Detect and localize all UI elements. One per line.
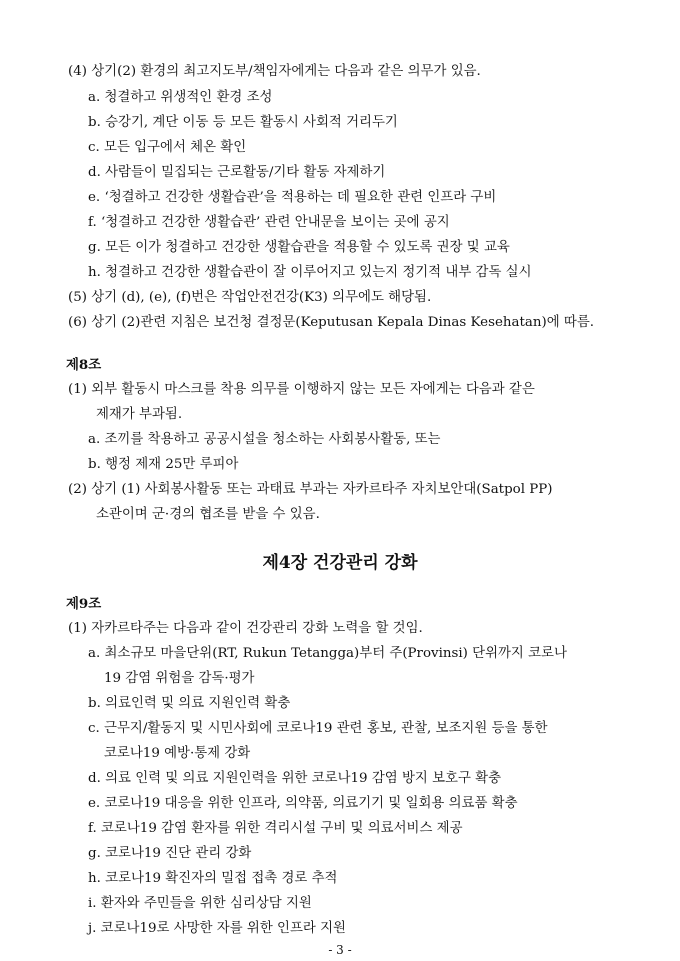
item-5: (5) 상기 (d), (e), (f)번은 작업안전건강(K3) 의무에도 해당됨. (68, 290, 432, 305)
article-8-title: 제8조 (66, 357, 102, 373)
article-9-item-1-c-line-2: 코로나19 예방·통제 강화 (104, 746, 251, 761)
item-4-g: g. 모든 이가 청결하고 건강한 생활습관을 적용할 수 있도록 권장 및 교육 (88, 240, 510, 255)
article-8-item-1-line-2: 제재가 부과됨. (96, 407, 183, 422)
item-4-b: b. 승강기, 계단 이동 등 모든 활동시 사회적 거리두기 (88, 115, 398, 130)
page-number: - 3 - (328, 943, 352, 957)
article-9-item-1-c-line-1: c. 근무지/활동지 및 시민사회에 코로나19 관련 홍보, 관찰, 보조지원 등을 통한 (88, 721, 548, 736)
chapter-4-title: 제4장 건강관리 강화 (262, 553, 418, 573)
item-4-c: c. 모든 입구에서 체온 확인 (88, 140, 247, 155)
item-4-h: h. 청결하고 건강한 생활습관이 잘 이루어지고 있는지 정기적 내부 감독 실시 (88, 265, 532, 280)
article-9-item-1-a-line-2: 19 감염 위험을 감독·평가 (104, 671, 255, 686)
item-4-e: e. ‘청결하고 건강한 생활습관’을 적용하는 데 필요한 관련 인프라 구비 (88, 190, 497, 205)
article-9-item-1-f: f. 코로나19 감염 환자를 위한 격리시설 구비 및 의료서비스 제공 (88, 821, 463, 836)
item-4-d: d. 사람들이 밀집되는 근로활동/기타 활동 자제하기 (88, 165, 386, 180)
article-8-item-1-line-1: (1) 외부 활동시 마스크를 착용 의무를 이행하지 않는 모든 자에게는 다음과 같은 (68, 382, 535, 397)
article-8-item-2-line-2: 소관이며 군·경의 협조를 받을 수 있음. (96, 507, 320, 522)
item-6: (6) 상기 (2)관련 지침은 보건청 결정문(Keputusan Kepala Dinas Kesehatan)에 따름. (68, 315, 595, 330)
article-9-item-1-j: j. 코로나19로 사망한 자를 위한 인프라 지원 (88, 921, 346, 936)
article-9-item-1-d: d. 의료 인력 및 의료 지원인력을 위한 코로나19 감염 방지 보호구 확충 (88, 771, 502, 786)
article-8-item-1-b: b. 행정 제재 25만 루피아 (88, 457, 239, 472)
item-4: (4) 상기(2) 환경의 최고지도부/책임자에게는 다음과 같은 의무가 있음. (68, 64, 481, 79)
article-9-item-1-a-line-1: a. 최소규모 마을단위(RT, Rukun Tetangga)부터 주(Provinsi) 단위까지 코로나 (88, 646, 567, 661)
article-9-title: 제9조 (66, 596, 102, 612)
article-9-item-1-i: i. 환자와 주민들을 위한 심리상담 지원 (88, 896, 312, 911)
item-4-a: a. 청결하고 위생적인 환경 조성 (88, 90, 273, 105)
article-9-item-1-h: h. 코로나19 확진자의 밀접 접촉 경로 추적 (88, 871, 338, 886)
article-9-item-1-b: b. 의료인력 및 의료 지원인력 확충 (88, 696, 291, 711)
item-4-f: f. ‘청결하고 건강한 생활습관’ 관련 안내문을 보이는 곳에 공지 (88, 215, 450, 230)
article-9-item-1-g: g. 코로나19 진단 관리 강화 (88, 846, 252, 861)
article-9-item-1-e: e. 코로나19 대응을 위한 인프라, 의약품, 의료기기 및 일회용 의료품 확충 (88, 796, 518, 811)
article-8-item-1-a: a. 조끼를 착용하고 공공시설을 청소하는 사회봉사활동, 또는 (88, 432, 441, 447)
article-8-item-2-line-1: (2) 상기 (1) 사회봉사활동 또는 과태료 부과는 자카르타주 자치보안대(Satpol PP) (68, 482, 553, 497)
article-9-item-1: (1) 자카르타주는 다음과 같이 건강관리 강화 노력을 할 것임. (68, 621, 423, 636)
